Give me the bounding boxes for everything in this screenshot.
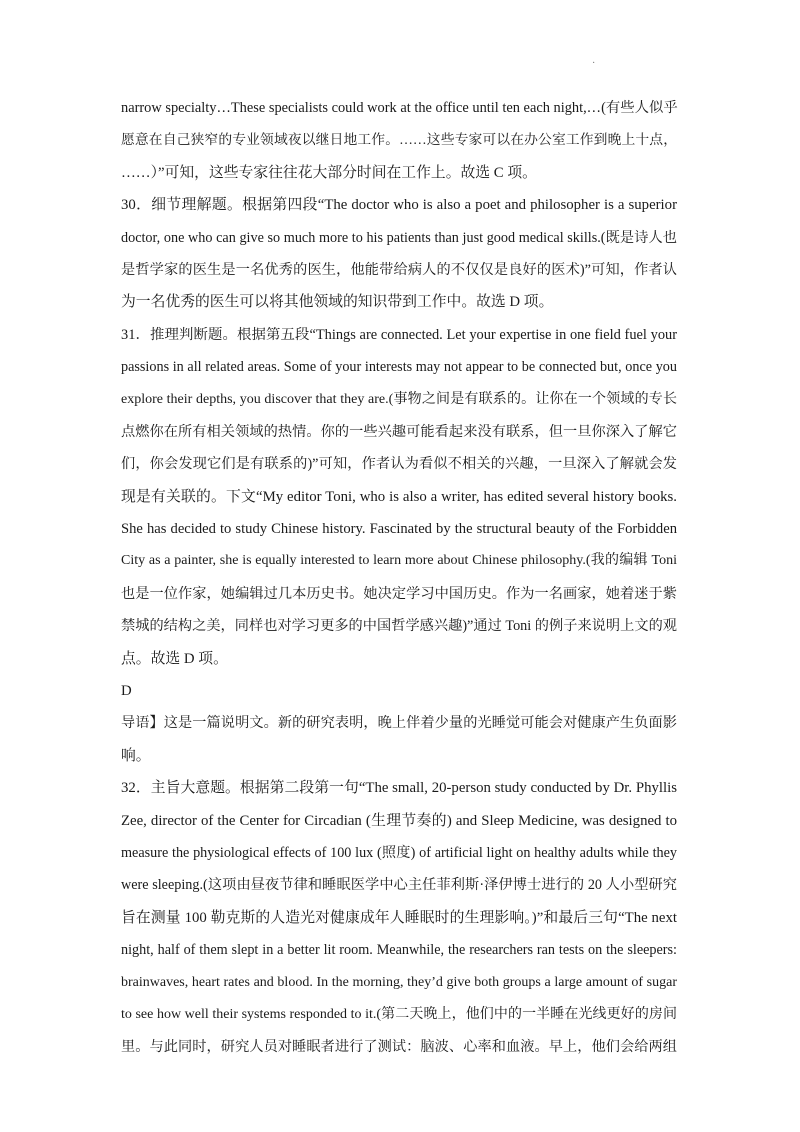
- text-line: explore their depths, you discover that they are.(事物之间是有联系的。让你在一个领域的专长: [121, 391, 677, 407]
- page-header-mark: ·: [592, 58, 596, 69]
- text-line: were sleeping.(这项由昼夜节律和睡眠医学中心主任菲利斯·泽伊博士进行的 20 人小型研究: [121, 877, 677, 894]
- text-line: passions in all related areas. Some of your interests may not appear to be connected but, once you: [121, 359, 677, 376]
- text-line: to see how well their systems responded to it.(第二天晚上，他们中的一半睡在光线更好的房间: [121, 1006, 677, 1022]
- text-line: 旨在测量 100 勒克斯的人造光对健康成年人睡眠时的生理影响。)”和最后三句“The next: [121, 909, 677, 926]
- text-line: 点。故选 D 项。: [121, 650, 228, 667]
- text-line: 点燃你在所有相关领域的热情。你的一些兴趣可能看起来没有联系，但一旦你深入了解它: [121, 423, 677, 440]
- text-line: 里。与此同时，研究人员对睡眠者进行了测试：脑波、心率和血液。早上，他们会给两组: [121, 1039, 677, 1056]
- text-line: 32．主旨大意题。根据第二段第一句“The small, 20-person study conducted by Dr. Phyllis: [121, 780, 677, 797]
- text-line: 们，你会发现它们是有联系的)”可知，作者认为看似不相关的兴趣，一旦深入了解就会发: [121, 456, 677, 473]
- text-line: 是哲学家的医生是一名优秀的医生，他能带给病人的不仅仅是良好的医术)”可知，作者认: [121, 261, 677, 278]
- text-line: 响。: [121, 747, 151, 764]
- text-line: doctor, one who can give so much more to his patients than just good medical skills.(既是诗人也: [121, 229, 677, 246]
- text-line: 导语】这是一篇说明文。新的研究表明，晚上伴着少量的光睡觉可能会对健康产生负面影: [121, 715, 677, 732]
- text-line: 禁城的结构之美，同样也对学习更多的中国哲学感兴趣)”通过 Toni 的例子来说明上文的观: [121, 618, 677, 635]
- text-line: 30．细节理解题。根据第四段“The doctor who is also a poet and philosopher is a superior: [121, 197, 677, 214]
- text-line: 现是有关联的。下文“My editor Toni, who is also a writer, has edited several history books.: [121, 488, 677, 505]
- text-line: narrow specialty…These specialists could work at the office until ten each night,…(有些人似乎: [121, 100, 678, 116]
- text-line: night, half of them slept in a better lit room. Meanwhile, the researchers ran tests on the sleepers:: [121, 942, 677, 959]
- text-line: Zee, director of the Center for Circadian (生理节奏的) and Sleep Medicine, was designed to: [121, 812, 677, 829]
- text-line: 愿意在自己狭窄的专业领域夜以继日地工作。……这些专家可以在办公室工作到晚上十点，: [121, 132, 677, 148]
- text-line: 也是一位作家，她编辑过几本历史书。她决定学习中国历史。作为一名画家，她着迷于紫: [121, 585, 677, 602]
- text-line: D: [121, 683, 132, 700]
- text-line: 为一名优秀的医生可以将其他领域的知识带到工作中。故选 D 项。: [121, 294, 554, 311]
- text-line: brainwaves, heart rates and blood. In the morning, they’d give both groups a large amount of sugar: [121, 974, 677, 990]
- text-line: 31．推理判断题。根据第五段“Things are connected. Let your expertise in one field fuel your: [121, 326, 677, 343]
- text-line: City as a painter, she is equally interested to learn more about Chinese philosophy.(我的编辑 Toni: [121, 553, 677, 569]
- text-line: She has decided to study Chinese history. Fascinated by the structural beauty of the Forbidden: [121, 521, 677, 538]
- answer-explanation-text: [121, 92, 677, 1064]
- text-line: ……）”可知，这些专家往往花大部分时间在工作上。故选 C 项。: [121, 164, 537, 181]
- text-line: measure the physiological effects of 100 lux (照度) of artificial light on healthy adults while they: [121, 844, 677, 861]
